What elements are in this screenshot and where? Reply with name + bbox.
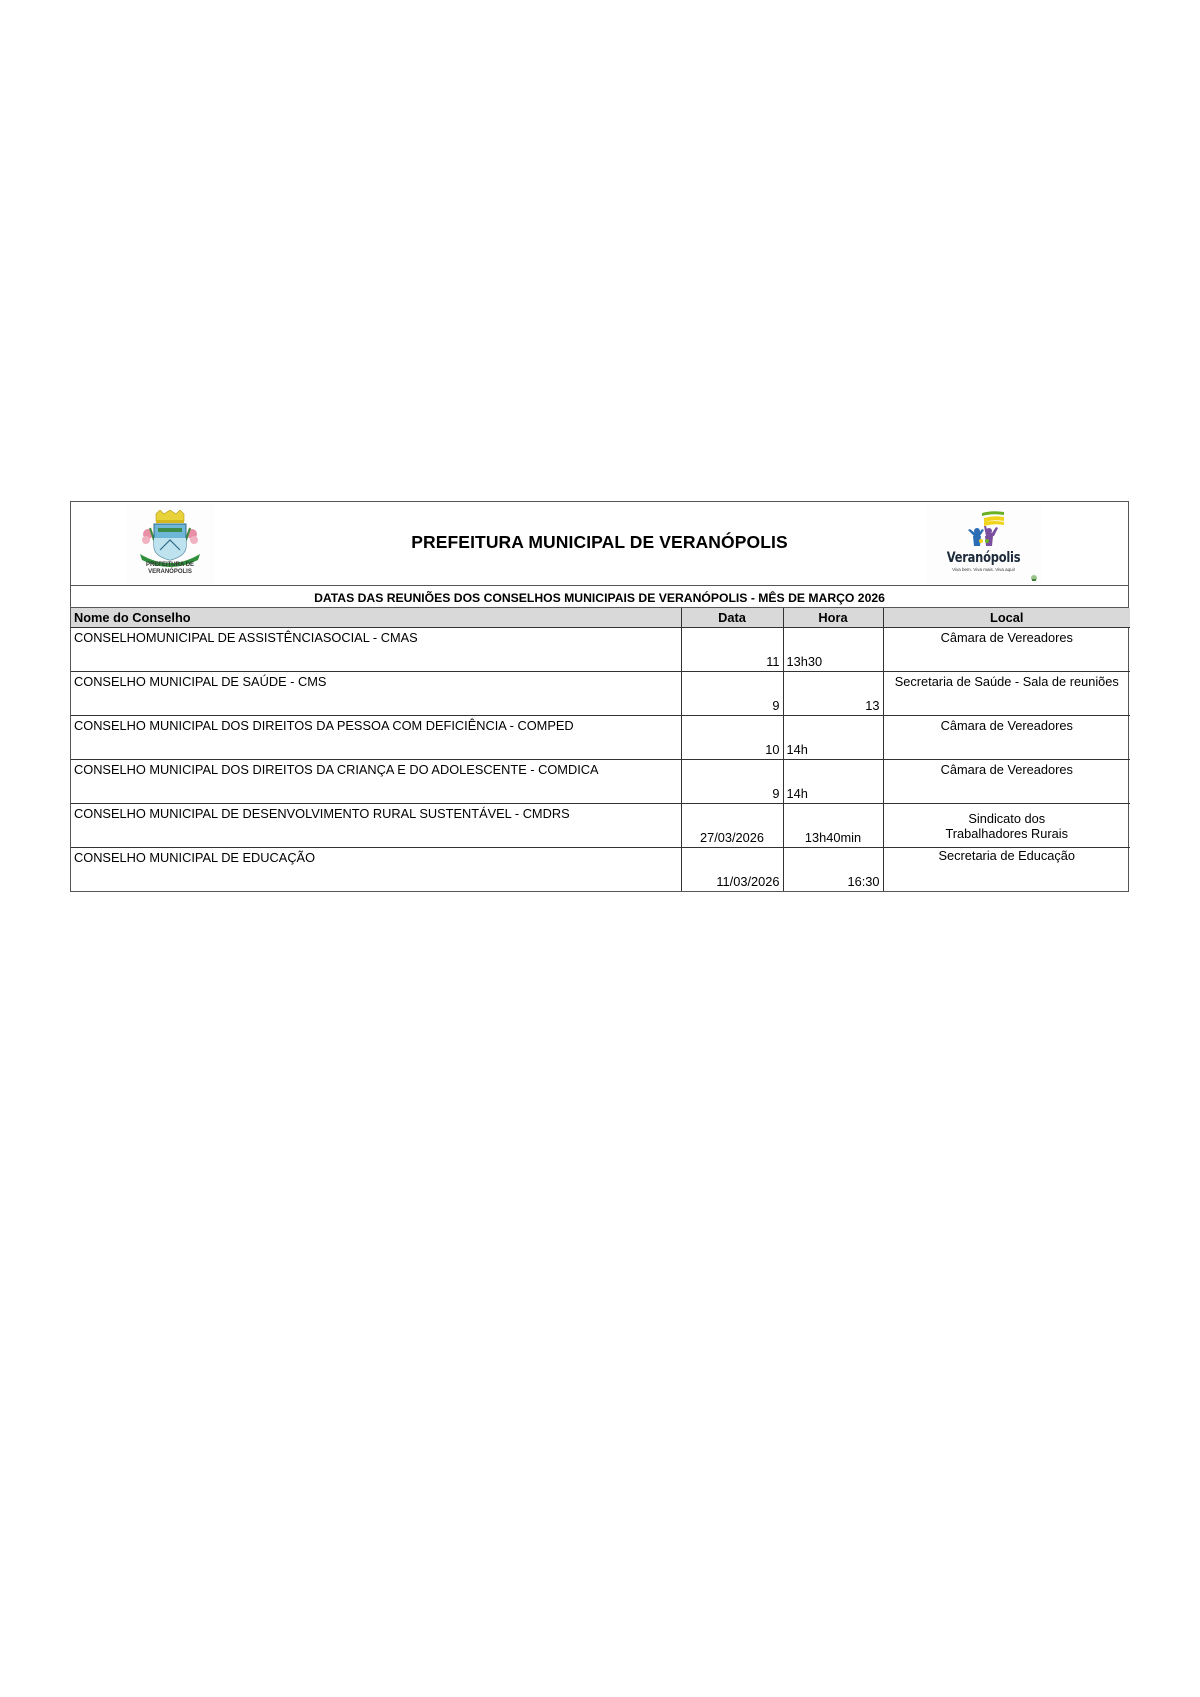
- meeting-location: Câmara de Vereadores: [883, 760, 1130, 804]
- veranopolis-brand-logo: [926, 504, 1041, 584]
- small-emblem-icon: [1030, 574, 1038, 582]
- meeting-date: 9: [681, 672, 783, 716]
- column-header-data: Data: [681, 608, 783, 628]
- meeting-location: Secretaria de Saúde - Sala de reuniões: [883, 672, 1130, 716]
- page-title: PREFEITURA MUNICIPAL DE VERANÓPOLIS: [411, 532, 788, 552]
- brand-wordmark: Veranópolis: [946, 550, 1021, 566]
- table-row: [71, 804, 1130, 848]
- meeting-location: [883, 804, 1130, 848]
- meeting-time: 13: [783, 672, 883, 716]
- council-name: CONSELHO MUNICIPAL DE SAÚDE - CMS: [71, 672, 681, 716]
- meeting-time: 13h40min: [783, 804, 883, 848]
- location-line2: Trabalhadores Rurais: [945, 825, 1069, 841]
- letterhead: [71, 502, 1128, 586]
- meeting-time: 14h: [783, 716, 883, 760]
- council-name: CONSELHOMUNICIPAL DE ASSISTÊNCIASOCIAL - CMAS: [71, 628, 681, 672]
- meeting-date: 10: [681, 716, 783, 760]
- meeting-location: Câmara de Vereadores: [883, 628, 1130, 672]
- council-name: CONSELHO MUNICIPAL DOS DIREITOS DA CRIANÇA E DO ADOLESCENTE - COMDICA: [71, 760, 681, 804]
- veranopolis-brand-logo-icon: [926, 504, 1041, 550]
- meeting-schedule-sheet: [70, 501, 1129, 892]
- table-row: [71, 848, 1130, 892]
- table-row: [71, 716, 1130, 760]
- council-name: CONSELHO MUNICIPAL DE DESENVOLVIMENTO RURAL SUSTENTÁVEL - CMDRS: [71, 804, 681, 848]
- table-row: [71, 760, 1130, 804]
- meeting-location: Câmara de Vereadores: [883, 716, 1130, 760]
- column-header-nome: Nome do Conselho: [71, 608, 681, 628]
- column-header-hora: Hora: [783, 608, 883, 628]
- council-name: CONSELHO MUNICIPAL DE EDUCAÇÃO: [71, 848, 681, 892]
- council-name: CONSELHO MUNICIPAL DOS DIREITOS DA PESSOA COM DEFICIÊNCIA - COMPED: [71, 716, 681, 760]
- table-header-row: [71, 608, 1130, 628]
- location-line1: Sindicato dos: [968, 810, 1046, 826]
- meeting-date: 11: [681, 628, 783, 672]
- brand-tagline: Viva bem. Viva mais. Viva aqui!: [952, 567, 1015, 572]
- meeting-date: 27/03/2026: [681, 804, 783, 848]
- logo-caption-line1: PREFEITURA DE: [145, 562, 195, 568]
- meeting-time: 13h30: [783, 628, 883, 672]
- meeting-location: Secretaria de Educação: [883, 848, 1130, 892]
- meeting-date: 11/03/2026: [681, 848, 783, 892]
- logo-caption-line2: VERANÓPOLIS: [148, 568, 192, 575]
- table-row: [71, 672, 1130, 716]
- column-header-local: Local: [883, 608, 1130, 628]
- meeting-time: 14h: [783, 760, 883, 804]
- meeting-time: 16:30: [783, 848, 883, 892]
- meeting-date: 9: [681, 760, 783, 804]
- meetings-table: [71, 608, 1130, 891]
- table-row: [71, 628, 1130, 672]
- page-subtitle: DATAS DAS REUNIÕES DOS CONSELHOS MUNICIPAIS DE VERANÓPOLIS - MÊS DE MARÇO 2026: [71, 586, 1128, 608]
